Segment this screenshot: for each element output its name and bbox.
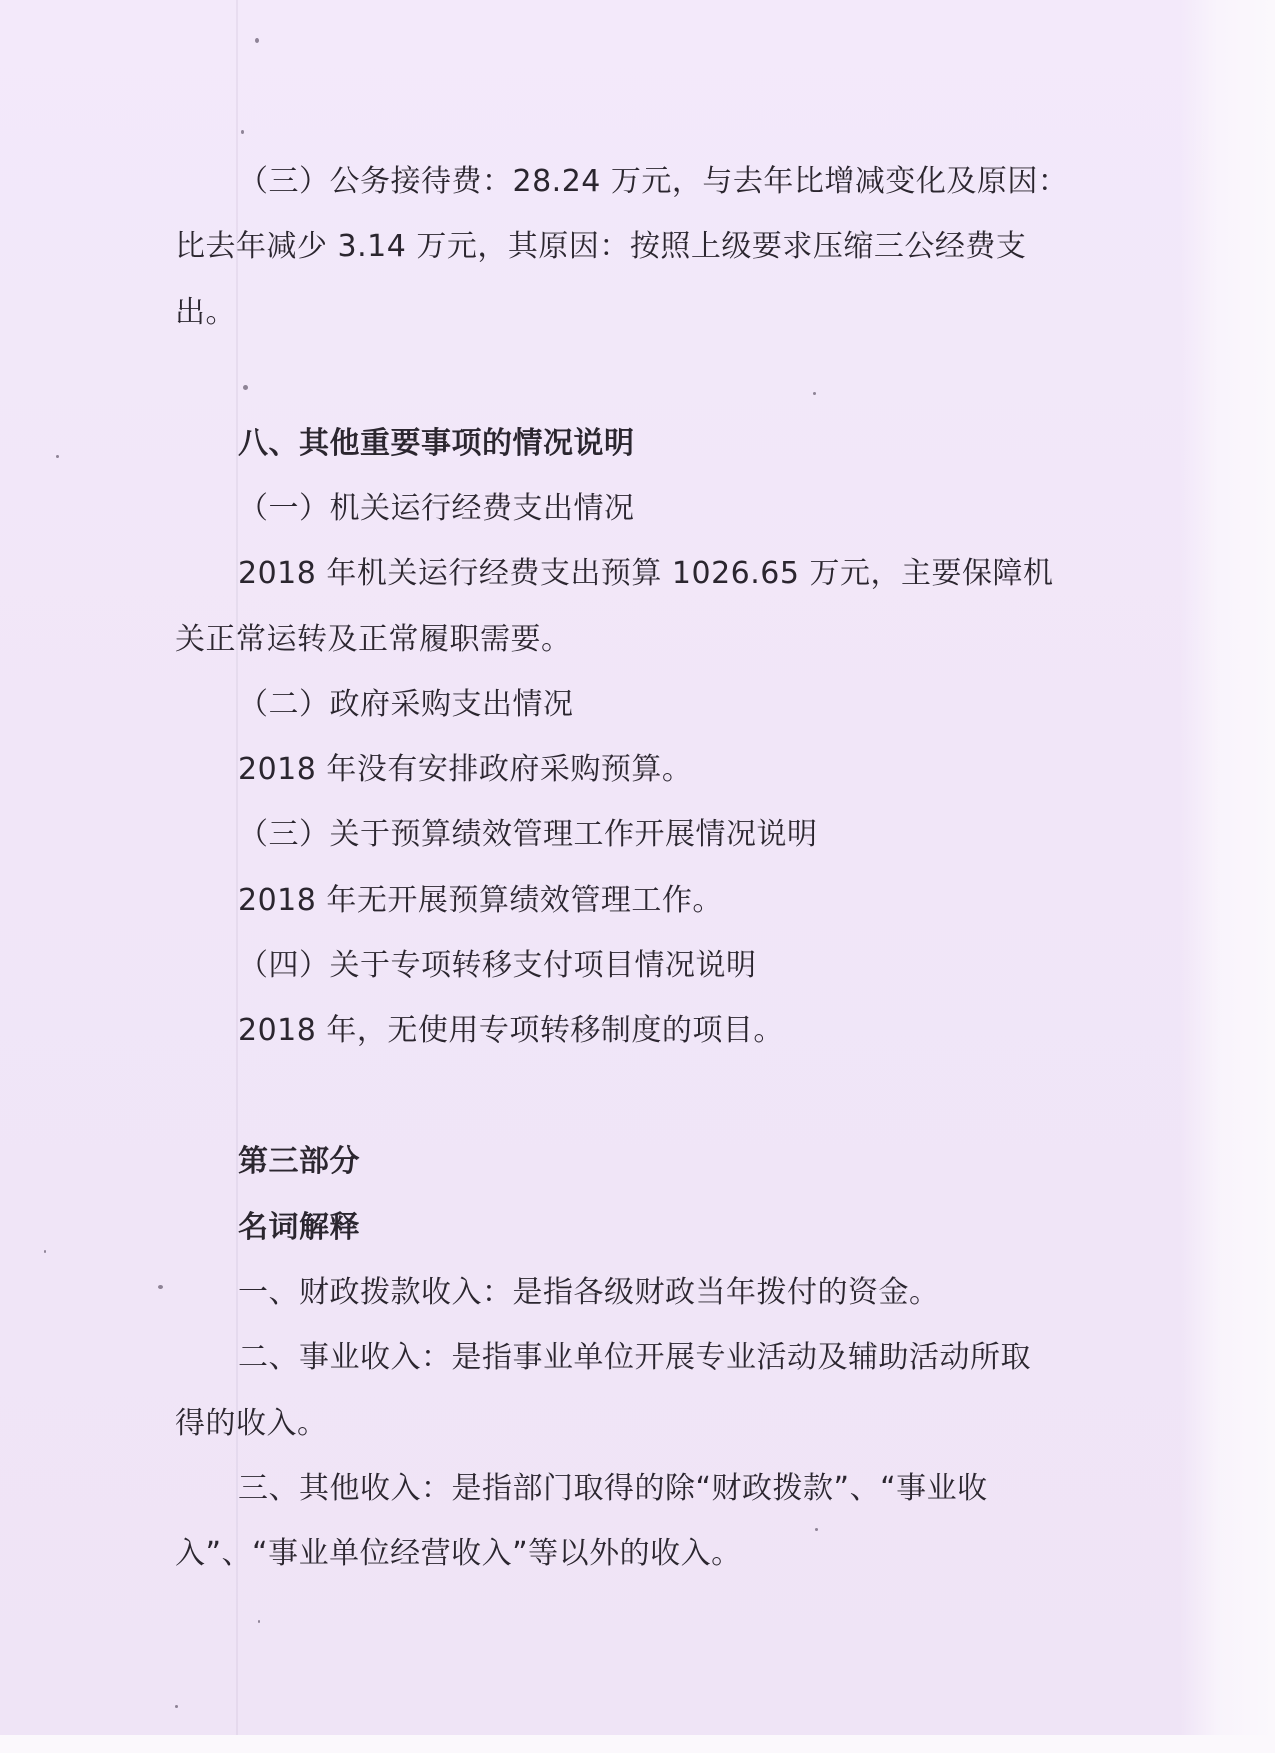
part-heading: 第三部分 [238,1144,360,1179]
subsection-heading: （四）关于专项转移支付项目情况说明 [238,948,757,983]
section-heading: 八、其他重要事项的情况说明 [238,426,635,461]
subsection-heading: （二）政府采购支出情况 [238,687,574,722]
paragraph-line: 2018 年机关运行经费支出预算 1026.65 万元，主要保障机 [238,556,1054,591]
definition-line: 三、其他收入：是指部门取得的除“财政拨款”、“事业收 [238,1471,988,1506]
paragraph-line: 关正常运转及正常履职需要。 [175,622,572,657]
subsection-heading: （三）关于预算绩效管理工作开展情况说明 [238,817,818,852]
subsection-heading: （一）机关运行经费支出情况 [238,491,635,526]
definition-line: 入”、“事业单位经营收入”等以外的收入。 [175,1536,742,1571]
part-subheading: 名词解释 [238,1210,360,1245]
definition-line: 二、事业收入：是指事业单位开展专业活动及辅助活动所取 [238,1340,1031,1375]
definition-line: 一、财政拨款收入：是指各级财政当年拨付的资金。 [238,1275,940,1310]
paragraph-line: 2018 年，无使用专项转移制度的项目。 [238,1013,784,1048]
paragraph-line: （三）公务接待费：28.24 万元，与去年比增减变化及原因： [238,164,1069,199]
definition-line: 得的收入。 [175,1406,328,1441]
paragraph-line: 出。 [175,295,236,330]
paragraph-line: 比去年减少 3.14 万元，其原因：按照上级要求压缩三公经费支 [175,229,1027,264]
paragraph-line: 2018 年无开展预算绩效管理工作。 [238,883,723,918]
paragraph-line: 2018 年没有安排政府采购预算。 [238,752,693,787]
